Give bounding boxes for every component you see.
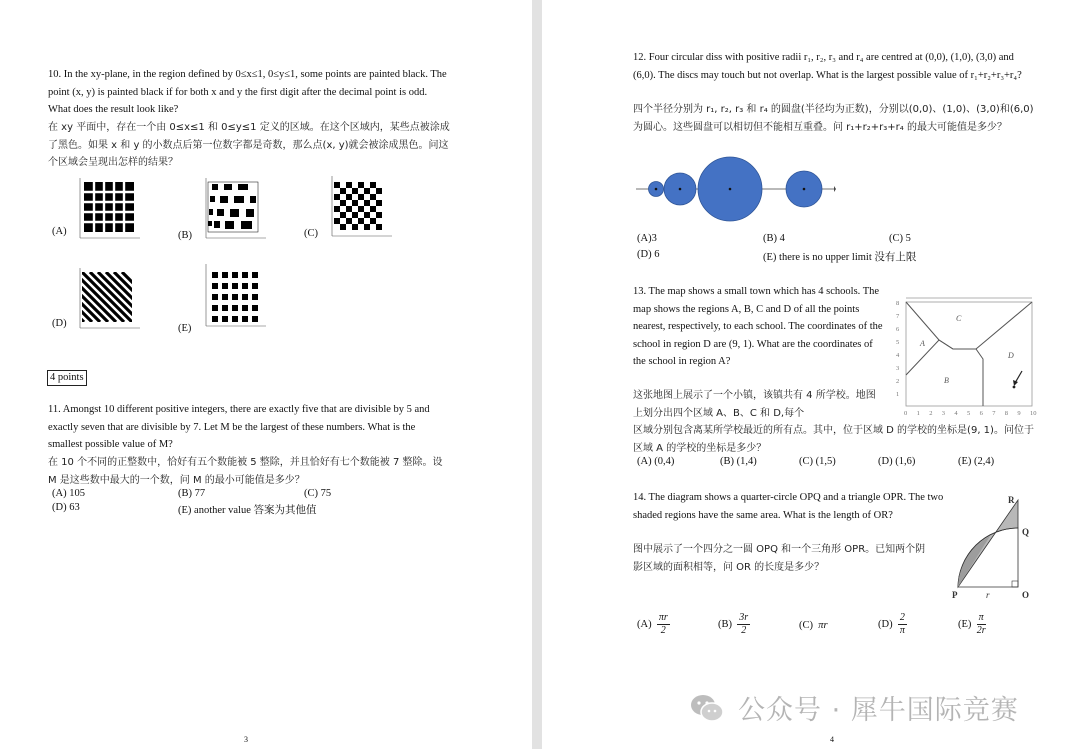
q11-option-b: (B) 77 <box>178 488 206 499</box>
wechat-icon <box>690 693 724 723</box>
map-x-tick: 10 <box>1030 410 1037 417</box>
watermark-text: 公众号 · 犀牛国际竞赛 <box>738 695 1019 726</box>
q12-text: 12. Four circular diss with positive radii r₁, r₂, r₃ and r₄ are centred at (0,0), (1,0), (3,0) and (6,0). The discs may touch but not overlap. What is the largest possible value of r₁+r₂+r₃+r₄? <box>633 52 1022 81</box>
q12-option-a: (A)3 <box>637 233 657 244</box>
map-x-tick: 5 <box>967 410 971 417</box>
q10-option-a-figure <box>74 176 142 240</box>
q14-option-a: (A) $\frac{\pi r}{2}$ <box>637 612 668 636</box>
map-x-tick: 7 <box>992 410 996 417</box>
label-q-point: Q <box>1022 527 1030 537</box>
q10-option-d-figure <box>74 266 142 330</box>
q10-option-c-figure <box>326 174 394 238</box>
q10-option-b-label: (B) <box>178 230 192 241</box>
q14-option-b: (B) $\frac{3r}{2}$ <box>718 612 749 636</box>
q13-option-a: (A) (0,4) <box>637 456 675 467</box>
label-o-point: O <box>1022 590 1030 600</box>
map-y-tick: 4 <box>896 352 900 359</box>
right-page <box>542 0 1080 749</box>
q14-text-zh: 图中展示了一个四分之一圆 OPQ 和一个三角形 OPR。已知两个阴影区域的面积相等，问 OR 的长度是多少？ <box>633 544 926 573</box>
map-x-tick: 1 <box>916 410 920 417</box>
map-x-tick: 6 <box>979 410 983 417</box>
q11-option-c: (C) 75 <box>304 488 332 499</box>
map-x-tick: 0 <box>904 410 908 417</box>
map-x-tick: 9 <box>1017 410 1021 417</box>
q10-text-zh: 在 xy 平面中，存在一个由 0≤x≤1 和 0≤y≤1 定义的区域。在这个区域内，某些点被涂成了黑色。如果 x 和 y 的小数点后第一位数字都是奇数，那么点(x, y)就会被涂成黑色。问这个区域会呈现出怎样的结果？ <box>48 122 450 168</box>
q10-option-d-label: (D) <box>52 318 67 329</box>
q12-option-b: (B) 4 <box>763 233 785 244</box>
q13-text: 13. The map shows a small town which has 4 schools. The map shows the regions A, B, C and D of all the points nearest, respectively, to each school. The coordinates of the school in region D are (9, 1). What are the coordinates of the school in region A? <box>633 286 883 367</box>
map-y-tick: 8 <box>896 300 900 307</box>
q12-discs-figure <box>636 156 836 226</box>
q14-text: 14. The diagram shows a quarter-circle OPQ and a triangle OPR. The two shaded regions have the same area. What is the length of OR? <box>633 492 944 521</box>
map-y-tick: 1 <box>896 391 900 398</box>
q14-option-e: (E) $\frac{\pi}{2r}$ <box>958 612 986 636</box>
label-p-point: P <box>952 590 958 600</box>
map-region-b: B <box>944 376 949 385</box>
q13-option-b: (B) (1,4) <box>720 456 757 467</box>
q12-option-c: (C) 5 <box>889 233 911 244</box>
map-y-tick: 3 <box>896 365 900 372</box>
map-region-d: D <box>1008 351 1014 360</box>
q14-quarter-circle-figure <box>942 490 1042 605</box>
q10-option-e-label: (E) <box>178 323 192 334</box>
q13-option-c: (C) (1,5) <box>799 456 836 467</box>
q11-text-zh: 在 10 个不同的正整数中，恰好有五个数能被 5 整除，并且恰好有七个数能被 7 整除。设 M 是这些数中最大的一个数，问 M 的最小可能值是多少？ <box>48 457 443 486</box>
map-region-a: A <box>920 339 925 348</box>
q11-option-d: (D) 63 <box>52 502 80 513</box>
page-number-left: 3 <box>244 735 248 744</box>
q13-text-zh-2: 区域分别包含离某所学校最近的所有点。其中，位于区域 D 的学校的坐标是(9, 1)。问位于区域 A 的学校的坐标是多少？ <box>633 425 1034 454</box>
q11-text: 11. Amongst 10 different positive integers, there are exactly five that are divisible by 5 and exactly seven that are divisible by 7. Let M be the largest of these numbers. What is the smallest possible value of M? <box>48 404 430 450</box>
map-y-tick: 6 <box>896 326 900 333</box>
q13-option-e: (E) (2,4) <box>958 456 995 467</box>
q13-text-zh-1: 这张地图上展示了一个小镇，该镇共有 4 所学校。地图上划分出四个区域 A、B、C 和 D,每个 <box>633 390 876 419</box>
q12-option-e: (E) there is no upper limit 没有上限 <box>763 252 917 263</box>
q13-map-figure <box>894 292 1042 442</box>
q10-option-b-figure <box>200 176 268 240</box>
label-r-point: R <box>1008 495 1015 505</box>
q10-option-a-label: (A) <box>52 226 67 237</box>
q10-option-e-figure <box>200 262 268 332</box>
map-x-tick: 8 <box>1004 410 1009 417</box>
map-x-tick: 4 <box>954 410 958 417</box>
points-label: 4 points <box>47 370 87 386</box>
q10-text: 10. In the xy-plane, in the region defined by 0≤x≤1, 0≤y≤1, some points are painted black. The point (x, y) is painted black if for both x and y the first digit after the decimal point is odd. What does the result look like? <box>48 69 447 115</box>
map-y-tick: 7 <box>896 313 900 320</box>
page-gutter <box>532 0 542 749</box>
map-x-tick: 2 <box>929 410 933 417</box>
label-r-length: r <box>986 590 990 600</box>
page-number-right: 4 <box>830 735 834 744</box>
q14-option-d: (D) $\frac{2}{\pi}$ <box>878 612 905 636</box>
map-x-tick: 3 <box>941 410 946 417</box>
q14-option-c: (C) πr <box>799 620 828 631</box>
map-y-tick: 5 <box>896 339 900 346</box>
q12-option-d: (D) 6 <box>637 249 660 260</box>
q13-option-d: (D) (1,6) <box>878 456 916 467</box>
q10-option-c-label: (C) <box>304 228 318 239</box>
q11-option-a: (A) 105 <box>52 488 85 499</box>
map-y-tick: 2 <box>896 378 900 385</box>
q11-option-e: (E) another value 答案为其他值 <box>178 505 317 516</box>
map-region-c: C <box>956 314 962 323</box>
q12-text-zh: 四个半径分别为 r₁, r₂, r₃ 和 r₄ 的圆盘(半径均为正数)，分别以(0,0)、(1,0)、(3,0)和(6,0)为圆心。这些圆盘可以相切但不能相互重叠。问 r₁+r₂+r₃+r₄ 的最大可能值是多少？ <box>633 104 1034 133</box>
left-page <box>0 0 532 749</box>
